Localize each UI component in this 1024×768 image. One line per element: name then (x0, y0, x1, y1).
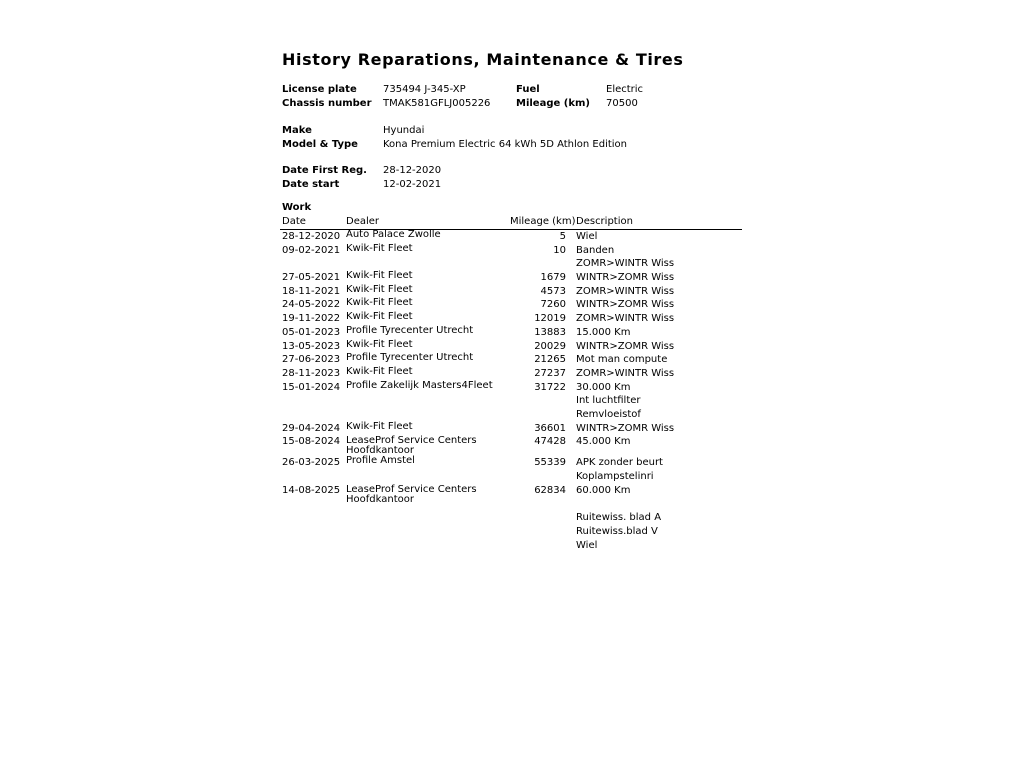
description-line: 30.000 Km (576, 381, 631, 393)
description-line: Koplampstelinri (576, 471, 654, 483)
row-dealer (344, 381, 508, 422)
table-row (280, 381, 742, 422)
row-description (574, 367, 742, 381)
model-label: Model & Type (282, 138, 358, 150)
chassis-label: Chassis number (282, 97, 372, 109)
dealer-line: Kwik-Fit Fleet (346, 297, 413, 309)
row-dealer (344, 312, 508, 326)
fuel-label: Fuel (516, 84, 540, 95)
work-history-table (280, 217, 742, 552)
description-line (576, 498, 742, 512)
column-header-dealer: Dealer (344, 217, 508, 230)
dealer-line: Kwik-Fit Fleet (346, 366, 413, 377)
start-date-label: Date start (282, 178, 340, 190)
description-line: WINTR>ZOMR Wiss (576, 299, 675, 311)
vehicle-dates-block (282, 164, 744, 191)
table-header-row (280, 217, 742, 230)
row-description (574, 484, 742, 552)
row-description (574, 456, 742, 483)
table-row (280, 353, 742, 367)
page-title: History Reparations, Maintenance & Tires (282, 50, 684, 69)
dealer-line: LeaseProf Service Centers (346, 483, 477, 495)
dealer-line: Kwik-Fit Fleet (346, 338, 413, 350)
row-description (574, 435, 742, 456)
description-line: Wiel (576, 539, 598, 551)
dealer-line: Profile Tyrecenter Utrecht (346, 324, 474, 336)
description-line: Ruitewiss.blad V (576, 525, 658, 537)
row-dealer (344, 456, 508, 483)
dealer-line: Kwik-Fit Fleet (346, 242, 413, 254)
row-date: 14-08-2025 (282, 484, 341, 496)
fuel-value: Electric (606, 84, 644, 95)
table-row (280, 230, 742, 244)
mileage-label: Mileage (km) (516, 97, 590, 109)
row-dealer (344, 285, 508, 299)
row-description (574, 298, 742, 312)
row-dealer (344, 326, 508, 340)
make-value: Hyundai (383, 125, 425, 136)
row-description (574, 326, 742, 340)
description-line: ZOMR>WINTR Wiss (576, 313, 675, 325)
description-line: Ruitewiss. blad A (576, 512, 662, 524)
row-date: 24-05-2022 (282, 299, 341, 311)
row-dealer (344, 340, 508, 354)
description-line: Mot man compute (576, 354, 668, 366)
row-date: 19-11-2022 (282, 313, 341, 325)
vehicle-id-block (282, 83, 744, 110)
row-dealer (344, 271, 508, 285)
row-mileage: 36601 (534, 422, 566, 434)
description-line: 15.000 Km (576, 326, 631, 338)
dealer-line: Hoofdkantoor (346, 493, 414, 505)
row-description (574, 353, 742, 367)
dealer-line: LeaseProf Service Centers (346, 435, 477, 447)
dealer-line: Kwik-Fit Fleet (346, 270, 413, 282)
row-dealer (344, 367, 508, 381)
row-mileage: 47428 (534, 436, 566, 448)
row-dealer (344, 244, 508, 271)
table-row (280, 484, 742, 552)
row-date: 18-11-2021 (282, 285, 341, 297)
row-date: 28-12-2020 (282, 231, 341, 242)
row-dealer (344, 422, 508, 436)
column-header-mileage: Mileage (km) (508, 217, 574, 230)
row-mileage: 31722 (534, 381, 566, 393)
description-line: Int luchtfilter (576, 395, 641, 407)
dealer-line: Kwik-Fit Fleet (346, 283, 413, 295)
table-row (280, 435, 742, 456)
row-mileage: 5 (559, 231, 566, 242)
work-heading: Work (282, 202, 312, 213)
start-date-value: 12-02-2021 (383, 178, 442, 190)
row-mileage: 10 (553, 244, 566, 256)
description-line: ZOMR>WINTR Wiss (576, 285, 675, 297)
description-line: ZOMR>WINTR Wiss (576, 258, 675, 270)
row-description (574, 244, 742, 271)
row-date: 15-01-2024 (282, 381, 341, 393)
row-description (574, 230, 742, 244)
row-mileage: 7260 (540, 299, 566, 311)
table-row (280, 326, 742, 340)
row-description (574, 422, 742, 436)
work-rows (280, 230, 742, 553)
table-row (280, 271, 742, 285)
row-description (574, 312, 742, 326)
table-row (280, 285, 742, 299)
description-line: WINTR>ZOMR Wiss (576, 422, 675, 434)
description-line: Wiel (576, 231, 598, 242)
dealer-line: Kwik-Fit Fleet (346, 311, 413, 323)
row-date: 13-05-2023 (282, 340, 341, 352)
description-line: 60.000 Km (576, 484, 631, 496)
dealer-line: Auto Palace Zwolle (346, 229, 441, 240)
model-value: Kona Premium Electric 64 kWh 5D Athlon Edition (383, 138, 628, 150)
row-dealer (344, 230, 508, 244)
dealer-line: Hoofdkantoor (346, 445, 414, 457)
chassis-value: TMAK581GFLJ005226 (383, 97, 491, 109)
vehicle-model-block (282, 124, 744, 151)
row-date: 15-08-2024 (282, 436, 341, 448)
description-line: WINTR>ZOMR Wiss (576, 272, 675, 284)
license-plate-label: License plate (282, 84, 357, 95)
row-dealer (344, 484, 508, 552)
row-date: 29-04-2024 (282, 422, 341, 434)
row-mileage: 21265 (534, 354, 566, 366)
table-row (280, 422, 742, 436)
table-row (280, 244, 742, 271)
dealer-line: Profile Zakelijk Masters4Fleet (346, 379, 493, 391)
description-line: Banden (576, 244, 615, 256)
description-line: APK zonder beurt (576, 457, 663, 469)
row-date: 05-01-2023 (282, 326, 341, 338)
row-mileage: 55339 (534, 457, 566, 469)
row-date: 27-05-2021 (282, 272, 341, 284)
make-label: Make (282, 125, 312, 136)
row-mileage: 4573 (540, 285, 566, 297)
first-reg-value: 28-12-2020 (383, 165, 442, 176)
row-date: 28-11-2023 (282, 368, 341, 379)
dealer-line: Profile Tyrecenter Utrecht (346, 352, 474, 364)
license-plate-value: 735494 J-345-XP (383, 84, 466, 95)
table-row (280, 298, 742, 312)
table-row (280, 340, 742, 354)
description-line: ZOMR>WINTR Wiss (576, 368, 675, 379)
row-date: 27-06-2023 (282, 354, 341, 366)
row-date: 26-03-2025 (282, 457, 341, 469)
table-row (280, 367, 742, 381)
row-description (574, 285, 742, 299)
description-line: WINTR>ZOMR Wiss (576, 340, 675, 352)
first-reg-label: Date First Reg. (282, 165, 367, 176)
row-mileage: 27237 (534, 368, 566, 379)
row-description (574, 271, 742, 285)
mileage-value: 70500 (606, 97, 638, 109)
description-line: Remvloeistof (576, 409, 641, 421)
row-dealer (344, 298, 508, 312)
column-header-date: Date (280, 217, 344, 230)
row-mileage: 12019 (534, 313, 566, 325)
row-mileage: 62834 (534, 484, 566, 496)
row-mileage: 13883 (534, 326, 566, 338)
row-description (574, 381, 742, 422)
row-mileage: 20029 (534, 340, 566, 352)
table-row (280, 312, 742, 326)
description-line: 45.000 Km (576, 436, 631, 448)
row-dealer (344, 435, 508, 456)
row-date: 09-02-2021 (282, 244, 341, 256)
dealer-line: Profile Amstel (346, 455, 415, 467)
column-header-description: Description (574, 217, 742, 230)
row-mileage: 1679 (540, 272, 566, 284)
dealer-line: Kwik-Fit Fleet (346, 420, 413, 432)
table-row (280, 456, 742, 483)
row-dealer (344, 353, 508, 367)
row-description (574, 340, 742, 354)
